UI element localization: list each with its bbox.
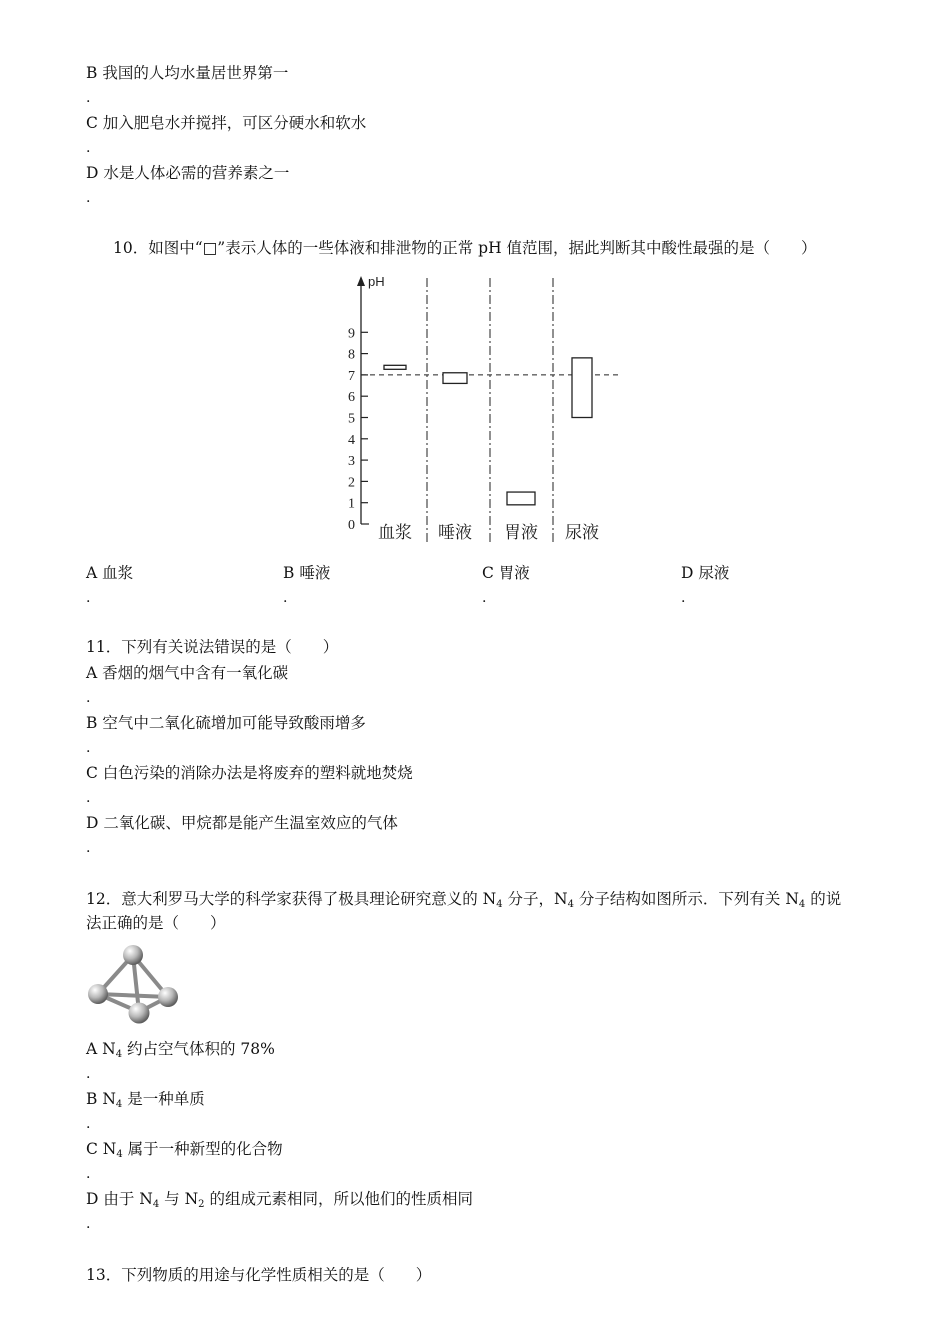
category-label: 胃液 bbox=[504, 523, 538, 543]
q12-option-a: A $N_4$ 约占空气体积的 78% bbox=[86, 1040, 275, 1060]
q11-option-d-dot: . bbox=[86, 840, 91, 856]
q11-stem: 11．下列有关说法错误的是（ ） bbox=[86, 638, 339, 656]
n-atom-top bbox=[123, 945, 143, 965]
q13-stem: 13．下列物质的用途与化学性质相关的是（ ） bbox=[86, 1266, 432, 1284]
y-tick-label: 3 bbox=[348, 454, 355, 470]
q12-stem-line2: 法正确的是（ ） bbox=[86, 914, 226, 932]
q12-stem-line1: 12．意大利罗马大学的科学家获得了极具理论研究意义的 $N_4$ 分子，$N_4$ 分子结构如图所示．下列有关 $N_4$ 的说 bbox=[86, 890, 842, 910]
category-label: 尿液 bbox=[565, 523, 599, 543]
y-tick-label: 8 bbox=[348, 347, 355, 363]
q12-option-d-dot: . bbox=[86, 1216, 91, 1232]
q11-option-d: D 二氧化碳、甲烷都是能产生温室效应的气体 bbox=[86, 814, 398, 832]
q10-option-c: C 胃液 bbox=[482, 564, 530, 582]
q10-option-a-dot: . bbox=[86, 590, 91, 606]
q11-option-a-dot: . bbox=[86, 690, 91, 706]
y-tick-label: 9 bbox=[348, 326, 355, 342]
q10-option-a: A 血浆 bbox=[86, 564, 134, 582]
q9-option-c: C 加入肥皂水并搅拌，可区分硬水和软水 bbox=[86, 114, 367, 132]
y-tick-label: 4 bbox=[348, 432, 355, 448]
n4-molecule-figure bbox=[84, 942, 184, 1028]
y-axis-arrow bbox=[357, 276, 365, 286]
y-tick-label: 5 bbox=[348, 411, 355, 427]
q10-option-b-dot: . bbox=[283, 590, 288, 606]
y-tick-label: 1 bbox=[348, 496, 355, 512]
q12-option-a-dot: . bbox=[86, 1066, 91, 1082]
ph-chart bbox=[335, 268, 635, 550]
q11-option-a: A 香烟的烟气中含有一氧化碳 bbox=[86, 664, 289, 682]
y-tick-label: 2 bbox=[348, 475, 355, 491]
category-label: 血浆 bbox=[378, 523, 412, 543]
q10-stem: 10．如图中“□”表示人体的一些体液和排泄物的正常 pH 值范围，据此判断其中酸性最强的是（ ） bbox=[113, 239, 817, 257]
q10-option-b: B 唾液 bbox=[283, 564, 331, 582]
q9-option-c-dot: . bbox=[86, 140, 91, 156]
q12-option-c: C $N_4$ 属于一种新型的化合物 bbox=[86, 1140, 283, 1160]
y-tick-label: 0 bbox=[348, 518, 355, 533]
q10-option-c-dot: . bbox=[482, 590, 487, 606]
q12-option-b: B $N_4$ 是一种单质 bbox=[86, 1090, 205, 1110]
n-atom-front bbox=[129, 1003, 150, 1024]
q12-option-b-dot: . bbox=[86, 1116, 91, 1132]
q9-option-d: D 水是人体必需的营养素之一 bbox=[86, 164, 290, 182]
y-tick-label: 7 bbox=[348, 368, 355, 384]
category-label: 唾液 bbox=[438, 523, 472, 543]
q12-option-c-dot: . bbox=[86, 1166, 91, 1182]
q9-option-d-dot: . bbox=[86, 190, 91, 206]
range-box-2 bbox=[443, 373, 467, 384]
range-box-3 bbox=[507, 492, 535, 505]
q10-option-d-dot: . bbox=[681, 590, 686, 606]
q12-option-d: D 由于 $N_4$ 与 $N_2$ 的组成元素相同，所以他们的性质相同 bbox=[86, 1190, 473, 1210]
y-axis-label: pH bbox=[368, 274, 385, 289]
q11-option-b: B 空气中二氧化硫增加可能导致酸雨增多 bbox=[86, 714, 366, 732]
q9-option-b: B 我国的人均水量居世界第一 bbox=[86, 64, 289, 82]
q10-option-d: D 尿液 bbox=[681, 564, 730, 582]
q11-option-b-dot: . bbox=[86, 740, 91, 756]
q11-option-c: C 白色污染的消除办法是将废弃的塑料就地焚烧 bbox=[86, 764, 413, 782]
range-box-1 bbox=[384, 365, 406, 369]
y-tick-label: 6 bbox=[348, 390, 355, 406]
q9-option-b-dot: . bbox=[86, 90, 91, 106]
n-atom-right bbox=[158, 987, 178, 1007]
range-box-4 bbox=[572, 358, 592, 418]
q11-option-c-dot: . bbox=[86, 790, 91, 806]
n-atom-left bbox=[88, 984, 108, 1004]
